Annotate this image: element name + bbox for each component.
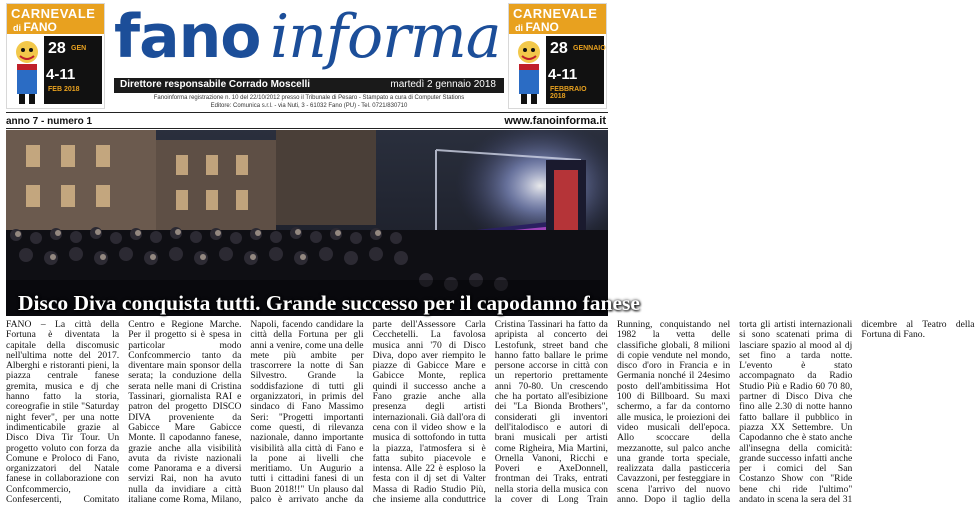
carnival-date-start: 28 xyxy=(550,40,568,57)
carnival-date-badge xyxy=(44,36,102,104)
carnival-month-start: GENNAIO xyxy=(573,45,606,52)
carnival-date-range: 4-11 xyxy=(46,66,76,83)
carnival-mascot-icon xyxy=(9,38,45,104)
carnival-title: CARNEVALE xyxy=(513,6,598,21)
article-text: FANO – La città della Fortuna è diventata la capitale della discomusic nell'ultima notte del 2017. Alberghi e ristoranti pieni, la piazza centrale fanese gremita, musica e dj che hanno fatto la storia, coreografie in stile "Saturday night fever", per una notte indimenticabile grazie al Disco Diva Tir Tour. Un progetto voluto con forza da Comune e Proloco di Fano, organizzatori del Natale fanese in collaborazione con Confcommercio, Confesercenti, Comitato Centro e Regione Marche. Per il progetto si è spesa in particolar modo Confcommercio tanto da diventare main sponsor della serata; la conduzione della serata nelle mani di Cristina Tassinari, giornalista RAI e patron del progetto DISCO DIVA proveniente da Gabicce Mare Gabicce Monte. Il capodanno fanese, grazie anche alla visibilità avuta da riviste nazionali come Panorama e a diversi servizi Rai, non ha avuto nulla da invidiare a città italiane come Roma, Milano, Napoli, facendo candidare la città della Fortuna per gli anni a venire, come una delle mete più ambite per trascorrere la notte di San Silvestro. Grande la soddisfazione di tutti gli organizzatori, in primis del sindaco di Fano Massimo Seri: "Progetti importanti come questi, di rilevanza nazionale, danno importante visibilità alla città di Fano e la pone ai livelli che meritiamo. Un Augurio a tutti i cittadini fanesi di un Buon 2018!!" Un plauso dal palco è arrivato anche da parte dell'Assessore Carla Cecchetelli. La favolosa musica anni '70 di Disco Diva, dopo aver riempito le piazze di Gabicce Mare e Gabicce Monte, replica quindi il successo anche a Fano grazie anche alla presenza degli artisti internazionali. Già dall'ora di cena con il video show e la musica di sottofondo in tutta la piazza, l'atmosfera si è fatta subito piacevole e intensa. Alle 22 è esploso la festa con il dj set di Valter Massa di Radio Studio Più, che insieme alla conduttrice Cristina Tassinari ha fatto da apripista al concerto dei Lestofunk, street band che hanno fatto ballare le prime persone accorse in città con un repertorio prettamente anni 70-80. Un crescendo che ha portato all'esibizione dei "La Bionda Brothers", considerati gli inventori dell'italodisco e autori di brani musicali per artisti come Righeira, Mia Martini, Ornella Vanoni, Ricchi e Poveri e AxeDonnell, frontman dei Traks, entrati nella storia della musica con la cover di Long Train Running, conquistando nel 1982 la vetta delle classifiche globali, 8 milioni di copie vendute nel mondo, disco d'oro in Francia e in Germania nonché il 24esimo posto dell'ambitissima Hot 100 di Billboard. Su maxi schermo, a far da contorno alle musica, le proiezioni dei video musicali dell'epoca. Allo scoccare della mezzanotte, sul palco anche una grande torta speciale, realizzata dalla pasticceria Cavazzoni, per festeggiare in scena l'arrivo del nuovo anno. Dopo il taglio della torta gli artisti internazionali si sono scatenati prima di lasciare spazio al mood al dj set fino a tarda notte. L'evento è stato accompagnato da Radio Studio Più e Radio 60 70 80, partner di Disco Diva che fino alle 2.30 di notte hanno fatto ballare il pubblico in piazza XX Settembre. Un Capodanno che è stato anche all'insegna della comicità: grande successo infatti anche per i comici del San Costanzo Show con "Ride bene chi ride l'ultimo" andato in scena la sera del 31 dicembre al Teatro della Fortuna di Fano. xyxy=(6,319,975,506)
carnival-month-end: FEB 2018 xyxy=(48,86,80,93)
carnival-month-end: FEBBRAIO 2018 xyxy=(550,86,587,100)
carnival-ad-right[interactable] xyxy=(508,3,607,109)
issue-number: anno 7 - numero 1 xyxy=(6,116,93,127)
carnival-date-start: 28 xyxy=(48,40,66,57)
carnival-date-badge xyxy=(546,36,604,104)
concert-photo-illustration xyxy=(6,130,640,316)
carnival-header xyxy=(7,4,104,34)
carnival-subtitle: di FANO xyxy=(515,20,559,34)
article-body xyxy=(6,319,975,506)
carnival-date-range: 4-11 xyxy=(548,66,578,83)
lead-photo xyxy=(6,130,640,316)
divider xyxy=(6,128,608,129)
masthead-info-bar xyxy=(114,78,504,93)
registration-info xyxy=(114,94,504,110)
carnival-ad-left[interactable] xyxy=(6,3,105,109)
carnival-subtitle: di FANO xyxy=(13,20,57,34)
registration-line: Fanoinforma registrazione n. 10 del 22/10/2012 presso il Tribunale di Pesaro - Stampato a cura di Computer Stations xyxy=(153,95,465,101)
carnival-header xyxy=(509,4,606,34)
issue-date: martedì 2 gennaio 2018 xyxy=(390,79,496,90)
carnival-month-start: GEN xyxy=(71,45,87,52)
publisher-line: Editore: Comunica s.r.l. - via Nuti, 3 - 61032 Fano (PU) - Tel. 0721/830710 xyxy=(210,103,408,109)
article-headline[interactable]: Disco Diva conquista tutti. Grande successo per il capodanno fanese xyxy=(18,291,640,315)
website-link[interactable]: www.fanoinforma.it xyxy=(504,115,606,127)
logo-fano-text: fano xyxy=(114,2,261,72)
divider xyxy=(6,112,608,113)
masthead-logo[interactable] xyxy=(114,0,502,78)
logo-informa-text: informa xyxy=(270,2,501,72)
director-credit: Direttore responsabile Corrado Moscelli xyxy=(120,79,311,90)
carnival-title: CARNEVALE xyxy=(11,6,96,21)
carnival-mascot-icon xyxy=(511,38,547,104)
